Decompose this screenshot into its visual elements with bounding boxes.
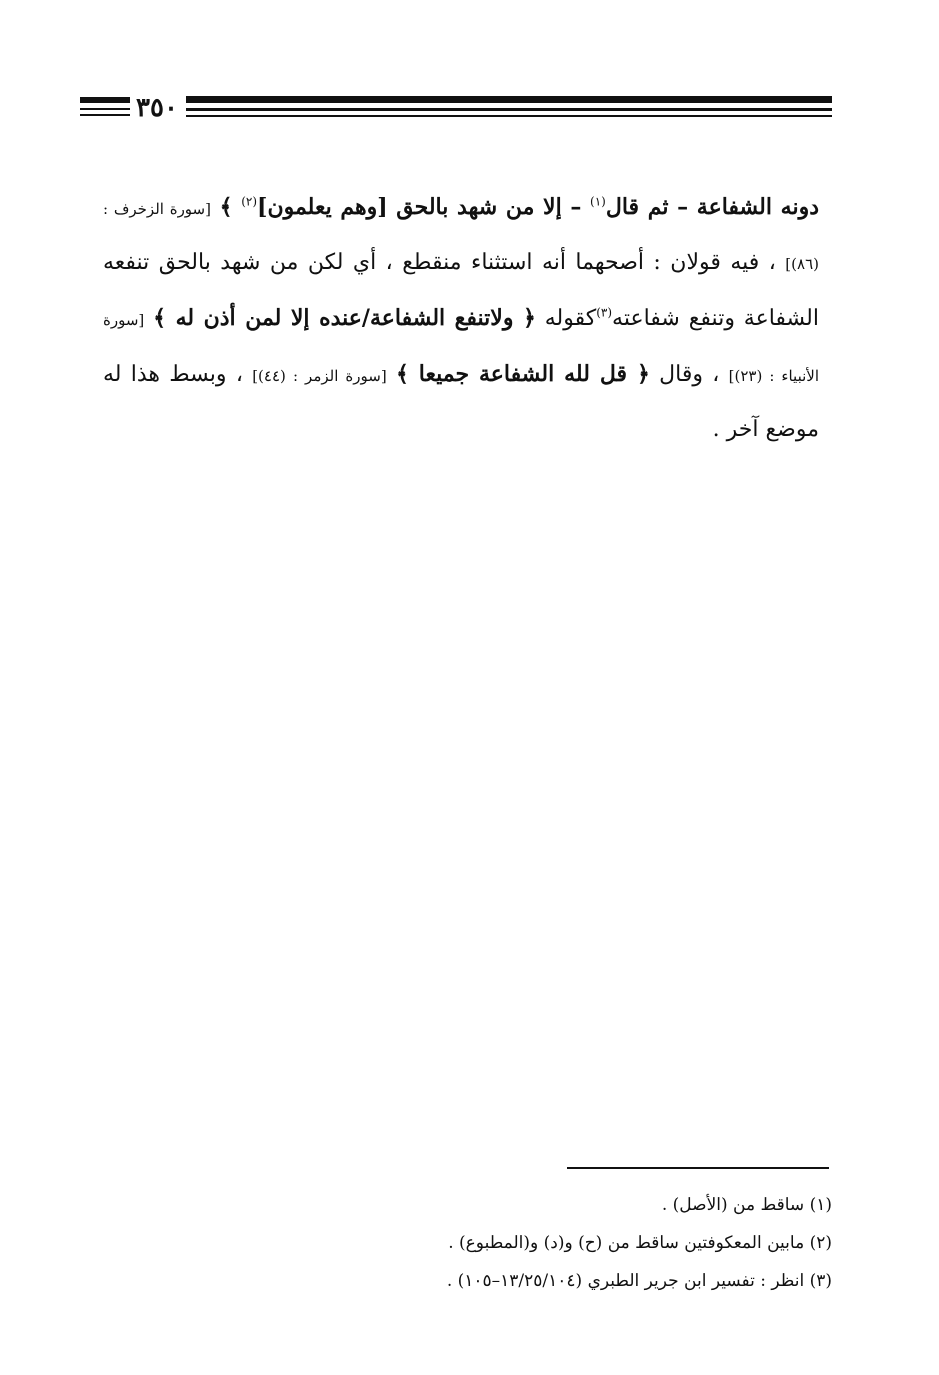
footnotes bbox=[300, 1186, 832, 1300]
surah-citation: [سورة الزمر : (٤٤)] bbox=[252, 367, 387, 385]
footnote-1: (١) ساقط من (الأصل) . bbox=[661, 1195, 832, 1215]
quote-text: – إلا من شهد بالحق [وهم يعلمون] bbox=[257, 194, 591, 220]
surah-citation: [سورة الزخرف : (٨٦)] bbox=[103, 200, 819, 273]
quran-quote: ﴿ ولاتنفع الشفاعة/عنده إلا لمن أذن له ﴾ bbox=[153, 305, 536, 331]
text-run: كقوله bbox=[535, 306, 597, 331]
paragraph bbox=[103, 180, 819, 457]
quote-close: ﴾ bbox=[210, 194, 242, 220]
footnote-2: (٢) مابين المعكوفتين ساقط من (ح) و(د) و(المطبوع) . bbox=[448, 1233, 832, 1253]
text-run: ، فيه قولان : أصحهما أنه استثناء منقطع ، أي لكن من شهد بالحق تنفعه الشفاعة وتنفع شفاعته bbox=[103, 250, 819, 331]
header-rule-left-thick bbox=[80, 97, 130, 103]
surah-citation: [سورة الأنبياء : (٢٣)] bbox=[103, 311, 820, 385]
footnote-ref: (٣) bbox=[596, 305, 613, 320]
header-rule-right-thick bbox=[186, 96, 832, 103]
page-header bbox=[0, 0, 939, 140]
footnote-ref: (٢) bbox=[241, 194, 258, 209]
text-run: دونه الشفاعة – ثم قال bbox=[605, 194, 819, 220]
header-rule-right-thin-2 bbox=[186, 115, 832, 117]
header-rule-left-thin-2 bbox=[80, 114, 130, 116]
header-rule-left-thin bbox=[80, 108, 130, 110]
page-number: ٣٥٠ bbox=[136, 93, 178, 123]
spacer bbox=[387, 362, 396, 387]
footnote-3: (٣) انظر : تفسير ابن جرير الطبري (١٣/٢٥/١٠٤–١٠٥) . bbox=[446, 1271, 832, 1291]
footnote-separator bbox=[567, 1167, 829, 1169]
text-run: ، وبسط هذا له موضع آخر . bbox=[103, 362, 819, 442]
spacer bbox=[144, 306, 153, 331]
footnote-ref: (١) bbox=[590, 194, 606, 209]
text-run: ، وقال bbox=[649, 362, 729, 387]
quran-quote: ﴿ قل لله الشفاعة جميعا ﴾ bbox=[395, 361, 650, 387]
header-rule-right-thin bbox=[186, 108, 832, 111]
main-text bbox=[103, 180, 819, 457]
